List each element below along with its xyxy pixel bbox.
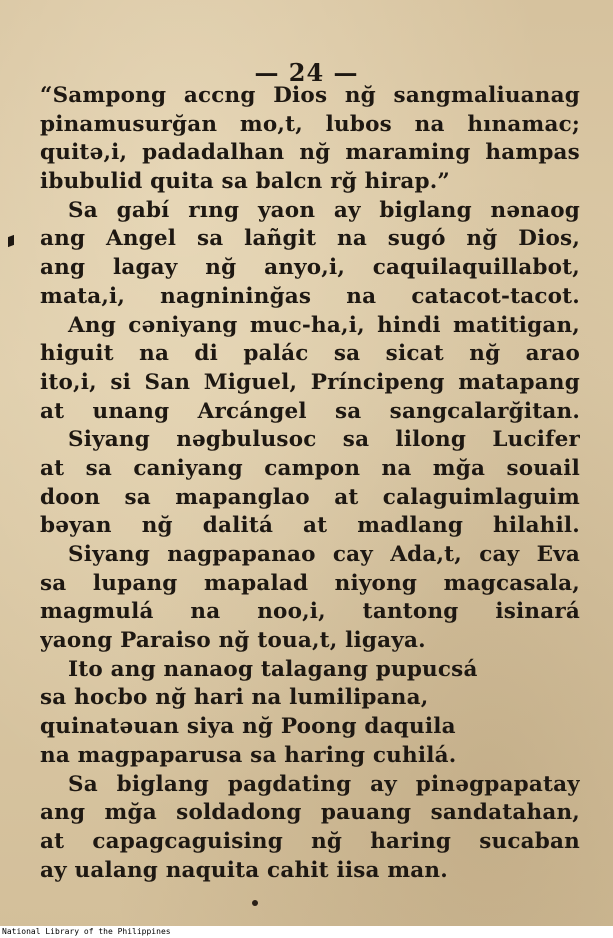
text-line: yaong Paraiso nğ toua,t, ligaya. <box>40 628 426 654</box>
text-line: mata,i, nagnininğas na catacot-tacot. <box>40 283 580 309</box>
text-line: Sa gabí rıng yaon ay biglang nənaog <box>68 197 580 223</box>
text-line: at sa caniyang campon na mğa souail <box>40 455 580 481</box>
text-line: quinatəuan siya nğ Poong daquila <box>40 714 456 740</box>
text-line: ang mğa soldadong pauang sandatahan, <box>40 800 580 826</box>
text-line: quitə,i, padadalhan nğ maraming hampas <box>40 140 580 166</box>
text-line: bəyan nğ dalitá at madlang hilahil. <box>40 513 580 539</box>
text-line: ibubulid quita sa balcn rğ hirap.” <box>40 169 450 195</box>
text-line: Siyang nagpapanao cay Ada,t, cay Eva <box>68 542 580 567</box>
text-line: Ang cəniyang muc-ha,i, hindi matitigan, <box>68 312 580 338</box>
text-line: “Sampong accng Dios nğ sangmaliuanag <box>40 83 580 108</box>
text-line: at capagcaguising nğ haring sucaban <box>40 828 580 854</box>
text-line: ito,i, si San Miguel, Príncipeng matapang <box>40 369 580 395</box>
text-line: at unang Arcángel sa sangcalarğitan. <box>40 398 580 424</box>
text-line: sa hocbo nğ hari na lumilipana, <box>40 685 429 711</box>
text-line: ay ualang naquita cahit iisa man. <box>40 857 448 883</box>
text-line: Siyang nəgbulusoc sa lilong Lucifer <box>68 427 580 453</box>
text-line: na magpaparusa sa haring cuhilá. <box>40 742 457 768</box>
text-line: Ito ang nanaog talagang pupucsá <box>68 656 478 682</box>
text-line: ang lagay nğ anyo,i, caquilaquillabot, <box>40 255 580 281</box>
text-line: doon sa mapanglao at calaguimlaguim <box>40 484 580 510</box>
ornament-dot <box>252 900 258 906</box>
library-credit: National Library of the Philippines <box>0 926 613 938</box>
text-line: magmulá na noo,i, tantong isinará <box>40 599 580 625</box>
text-line: higuit na di palác sa sicat nğ arao <box>40 341 580 367</box>
text-line: sa lupang mapalad niyong magcasala, <box>40 570 580 596</box>
text-line: pinamusurğan mo,t, lubos na hınamac; <box>40 111 580 137</box>
ink-mark <box>8 235 14 247</box>
text-line: Sa biglang pagdating ay pinəgpapatay <box>68 771 580 797</box>
poem-body <box>40 82 580 885</box>
page-number: — 24 — <box>254 58 359 87</box>
text-line: ang Angel sa lañgit na sugó nğ Dios, <box>40 226 580 252</box>
